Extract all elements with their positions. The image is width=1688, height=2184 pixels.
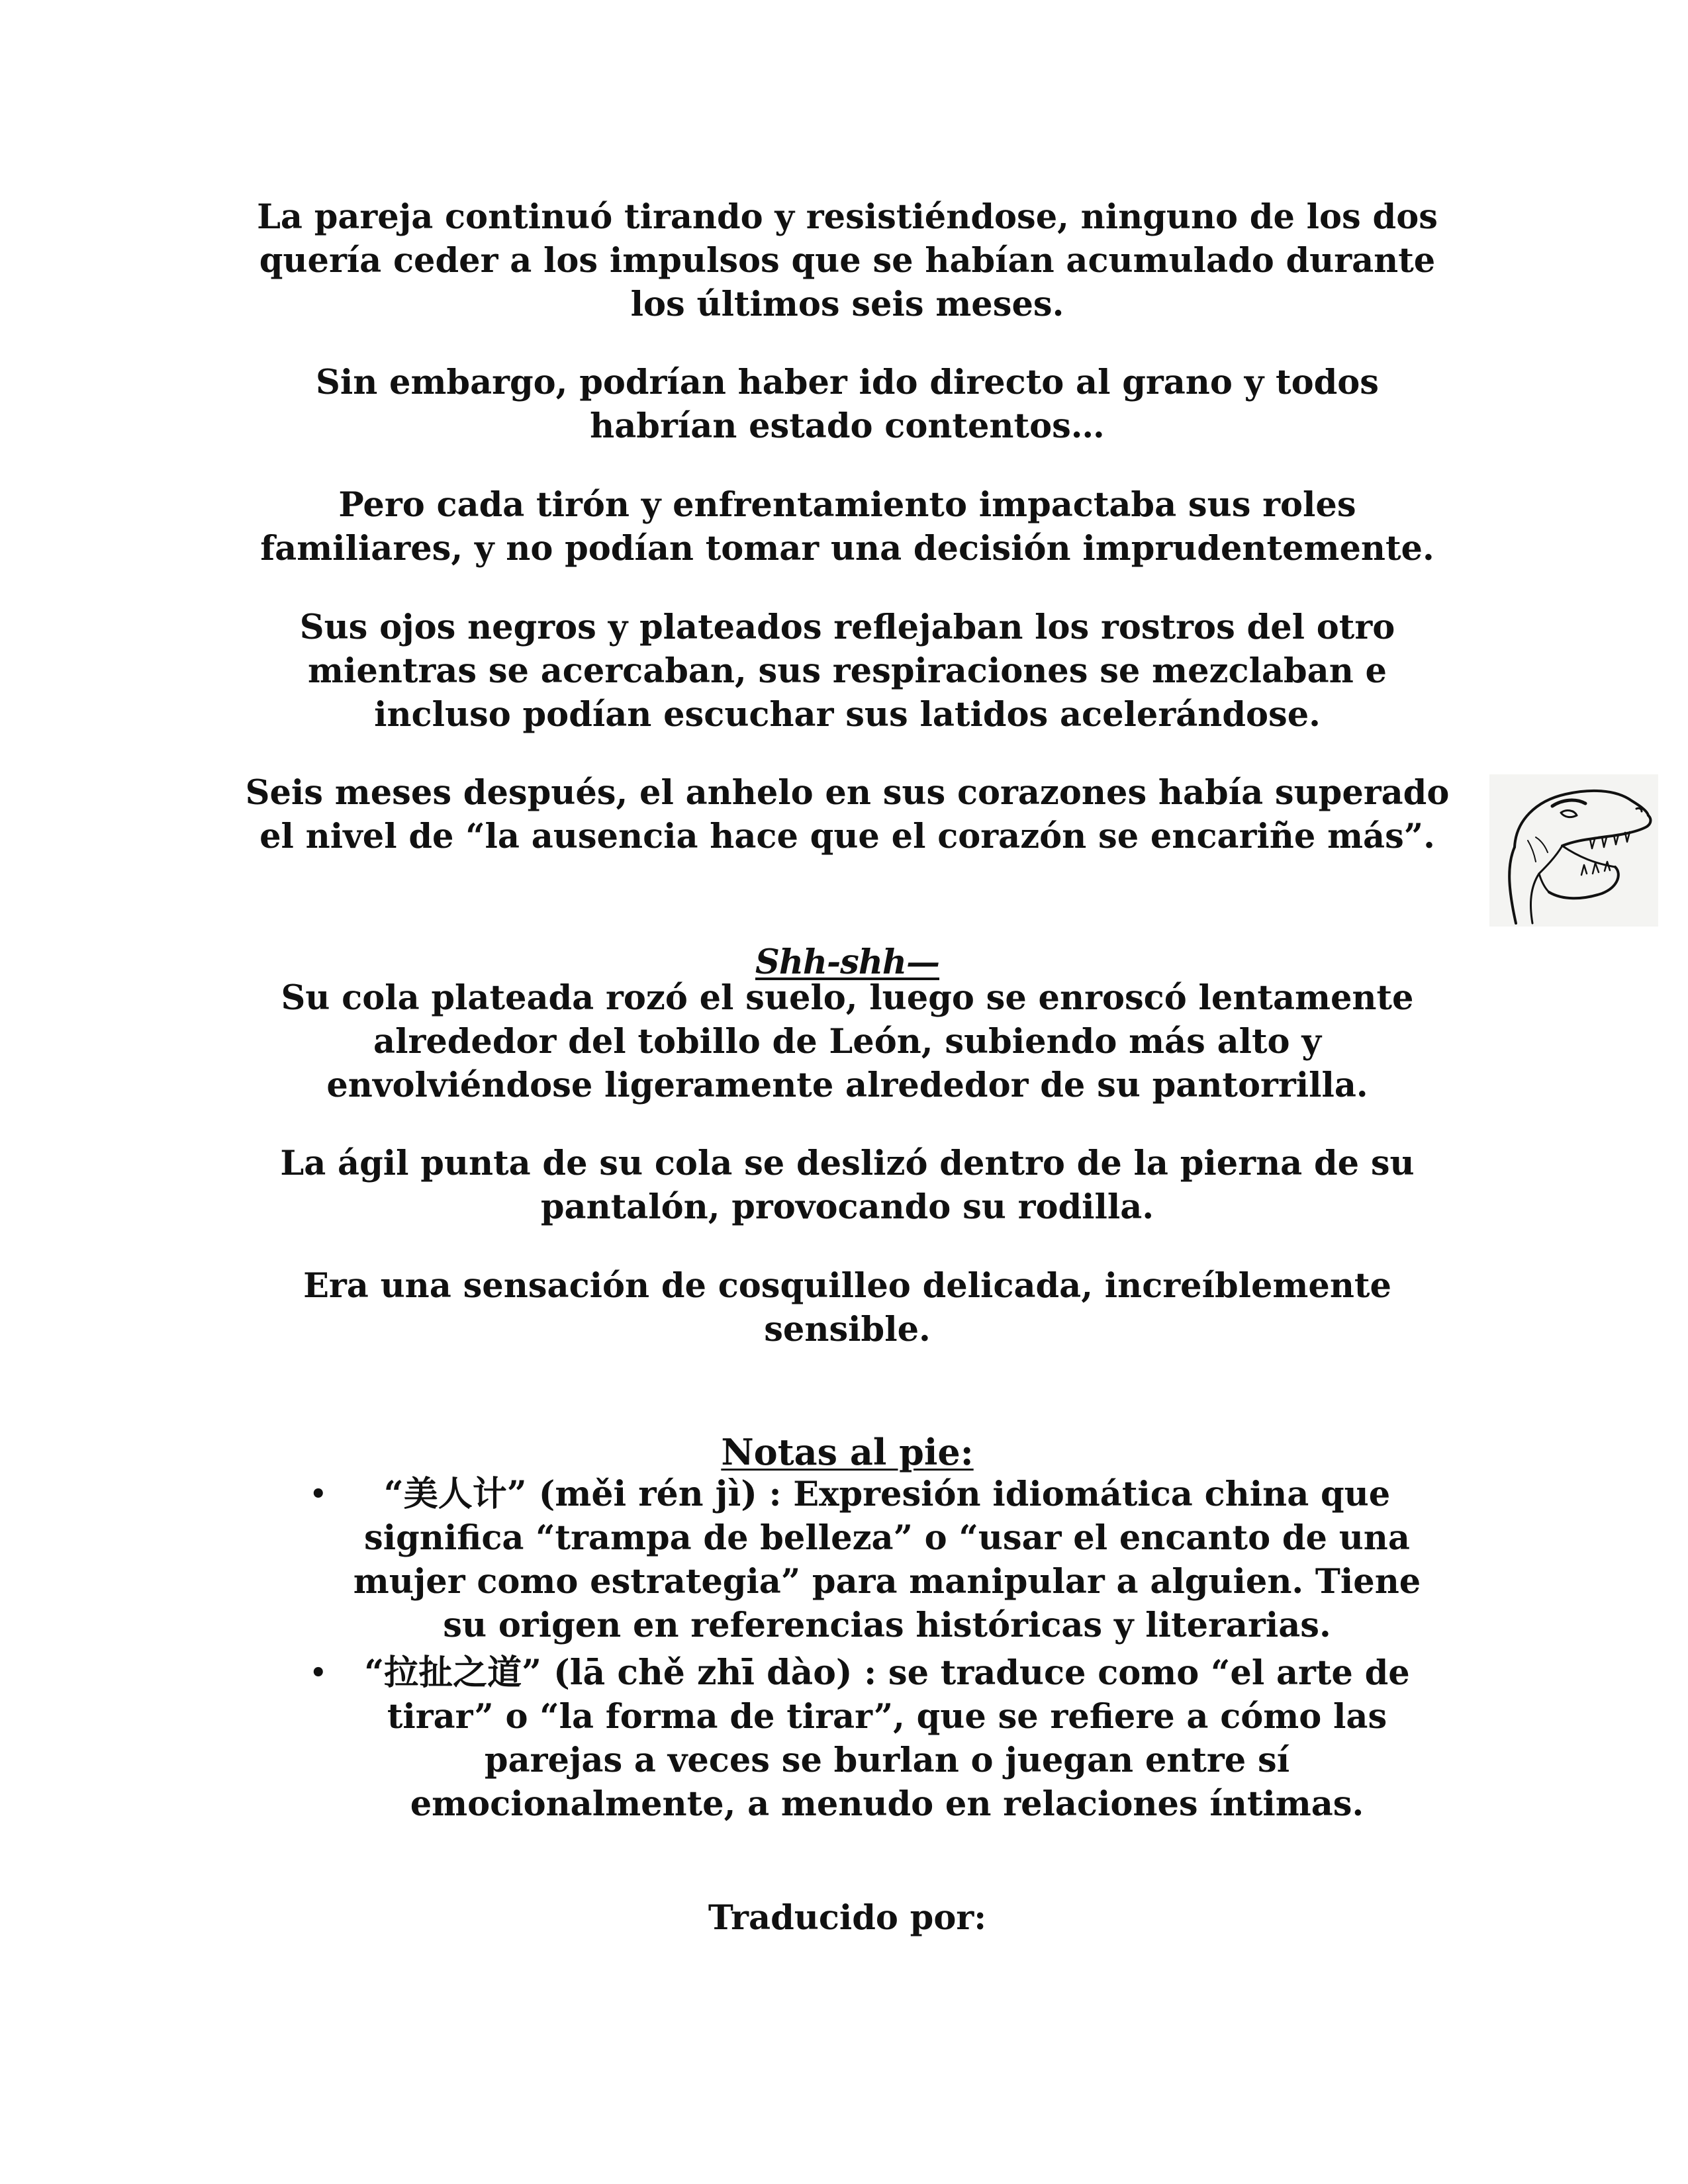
- paragraph-6: Su cola plateada rozó el suelo, luego se enroscó lentamente alrededor del tobillo de León, subiendo más alto y envolviéndose ligeramente alrededor de su pantorrilla.: [281, 978, 1414, 1105]
- paragraph-8: Era una sensación de cosquilleo delicada, increíblemente sensible.: [303, 1266, 1391, 1349]
- footnote-term: “美人计” (měi rén jì): [383, 1474, 757, 1514]
- bullet-icon: •: [310, 1657, 327, 1688]
- paragraph-1: La pareja continuó tirando y resistiéndose, ninguno de los dos quería ceder a los impulsos que se habían acumulado durante los últimos seis meses.: [257, 197, 1438, 324]
- paragraph-2: Sin embargo, podrían haber ido directo al grano y todos habrían estado contentos…: [315, 363, 1380, 446]
- footnote-text: : Expresión idiomática china que significa “trampa de belleza” o “usar el encanto de una mujer como estrategia” para manipular a alguien. Tiene su origen en referencias históricas y literarias.: [353, 1475, 1421, 1645]
- footnotes-list: [311, 1473, 1436, 1826]
- sound-effect-text: Shh-shh—: [755, 942, 940, 982]
- dinosaur-head-sketch-icon: [1489, 774, 1658, 927]
- footnotes-heading: [199, 1387, 1496, 1475]
- footnote-item: [311, 1473, 1436, 1647]
- sound-effect: [199, 897, 1496, 984]
- paragraph-3: Pero cada tirón y enfrentamiento impactaba sus roles familiares, y no podían tomar una decisión imprudentemente.: [260, 485, 1434, 569]
- paragraph-5: Seis meses después, el anhelo en sus corazones había superado el nivel de “la ausencia hace que el corazón se encariñe más”.: [245, 773, 1450, 856]
- paragraph-7: La ágil punta de su cola se deslizó dentro de la pierna de su pantalón, provocando su rodilla.: [280, 1144, 1415, 1227]
- footnote-text: : se traduce como “el arte de tirar” o “la forma de tirar”, que se refiere a cómo las parejas a veces se burlan o juegan entre sí emocionalmente, a menudo en relaciones íntimas.: [387, 1653, 1410, 1824]
- footnote-item: [311, 1651, 1436, 1826]
- footnote-term: “拉扯之道” (lā chě zhī dào): [364, 1653, 853, 1693]
- bullet-icon: •: [310, 1479, 327, 1510]
- footnotes-heading-text: Notas al pie:: [721, 1431, 974, 1473]
- paragraph-4: Sus ojos negros y plateados reflejaban los rostros del otro mientras se acercaban, sus respiraciones se mezclaban e incluso podían escuchar sus latidos acelerándose.: [299, 608, 1395, 735]
- translator-credit: Traducido por:: [708, 1898, 987, 1938]
